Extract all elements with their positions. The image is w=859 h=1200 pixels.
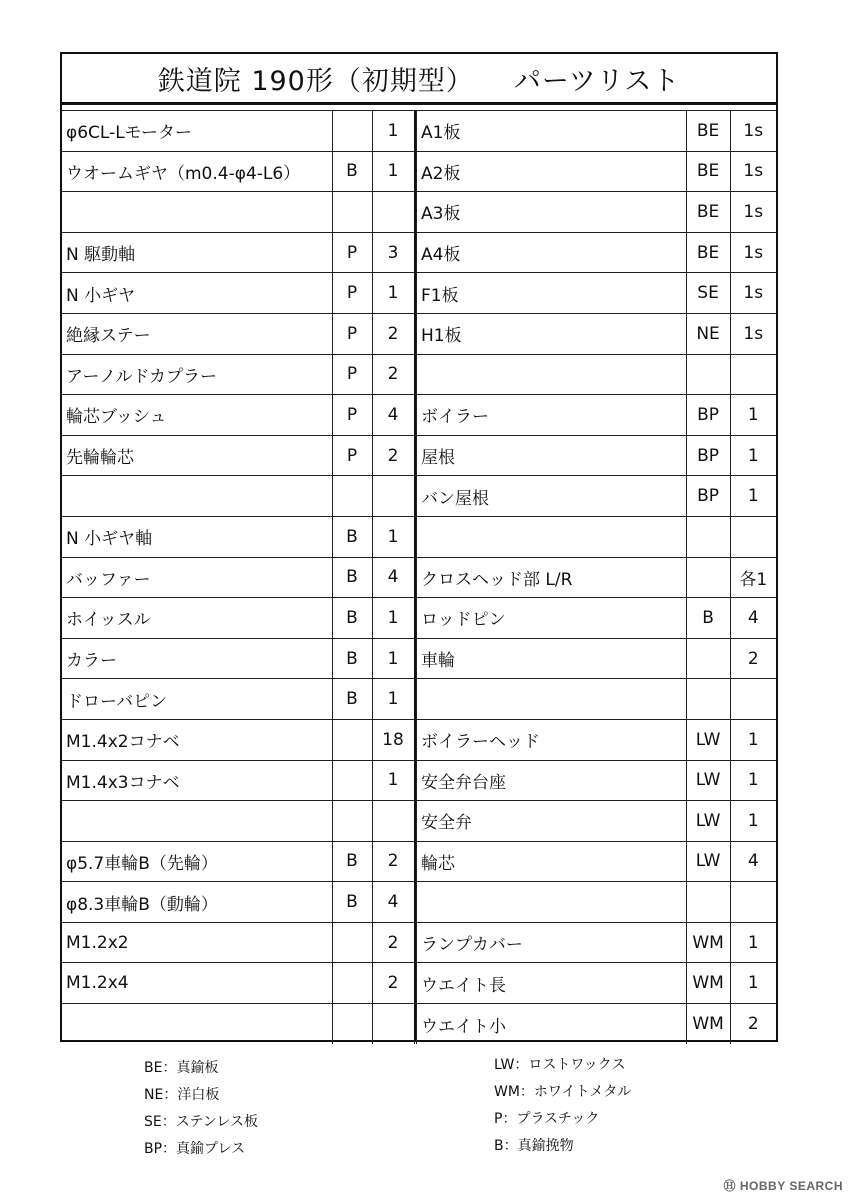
part-name-cell: ウオームギヤ（m0.4-φ4-L6） [62,151,332,192]
table-row [62,679,414,720]
material-cell: P [332,354,372,395]
table-row [62,1004,414,1045]
part-name-cell: ボイラーヘッド [417,719,687,760]
table-row [62,841,414,882]
table-row [417,922,777,963]
legend-item: B：真鍮挽物 [494,1138,574,1154]
material-cell: BE [686,192,730,233]
material-cell [686,354,730,395]
material-cell: WM [686,1004,730,1045]
table-row [62,922,414,963]
table-row [62,638,414,679]
quantity-cell: 1 [730,801,776,842]
part-name-cell: N 駆動軸 [62,232,332,273]
quantity-cell: 4 [372,882,414,923]
table-row [417,638,777,679]
part-name-cell: φ6CL-Lモーター [62,111,332,152]
quantity-cell: 4 [730,841,776,882]
material-cell: B [332,598,372,639]
quantity-cell: 1 [372,273,414,314]
material-cell: WM [686,922,730,963]
quantity-cell: 1s [730,313,776,354]
parts-table-right-body [417,111,777,1045]
table-row [417,395,777,436]
part-name-cell: ウエイト長 [417,963,687,1004]
quantity-cell [730,882,776,923]
quantity-cell: 1 [372,638,414,679]
material-cell: B [686,598,730,639]
part-name-cell: 安全弁台座 [417,760,687,801]
quantity-cell [372,1004,414,1045]
table-row [417,719,777,760]
table-row [62,801,414,842]
table-row [62,598,414,639]
part-name-cell: ホイッスル [62,598,332,639]
part-name-cell: N 小ギヤ軸 [62,516,332,557]
material-cell [332,192,372,233]
table-row [417,192,777,233]
material-cell: B [332,882,372,923]
quantity-cell: 2 [730,638,776,679]
table-row [62,435,414,476]
table-row [62,313,414,354]
table-row [417,679,777,720]
part-name-cell: M1.2x2 [62,922,332,963]
material-cell [686,516,730,557]
part-name-cell: アーノルドカプラー [62,354,332,395]
table-row [62,111,414,152]
quantity-cell: 2 [372,922,414,963]
quantity-cell: 1 [730,719,776,760]
table-row [417,111,777,152]
table-row [417,841,777,882]
table-row [417,232,777,273]
quantity-cell: 4 [372,557,414,598]
part-name-cell: 車輪 [417,638,687,679]
watermark-logo: Ⓗ HOBBY SEARCH [723,1179,843,1193]
part-name-cell [417,354,687,395]
part-name-cell: φ5.7車輪B（先輪） [62,841,332,882]
material-cell: SE [686,273,730,314]
part-name-cell: ロッドピン [417,598,687,639]
table-row [417,516,777,557]
quantity-cell: 2 [372,313,414,354]
material-cell: LW [686,801,730,842]
table-row [62,192,414,233]
table-row [62,760,414,801]
material-cell: B [332,679,372,720]
table-row [417,963,777,1004]
quantity-cell [372,801,414,842]
parts-table-left-body [62,111,414,1045]
quantity-cell: 1 [730,760,776,801]
part-name-cell: 輪芯 [417,841,687,882]
quantity-cell: 2 [372,354,414,395]
part-name-cell: クロスヘッド部 L/R [417,557,687,598]
material-cell: LW [686,841,730,882]
legend-item: BP：真鍮プレス [144,1141,246,1157]
part-name-cell [62,1004,332,1045]
part-name-cell: φ8.3車輪B（動輪） [62,882,332,923]
material-cell: B [332,638,372,679]
part-name-cell: バン屋根 [417,476,687,517]
part-name-cell [417,679,687,720]
part-name-cell [417,882,687,923]
table-row [62,557,414,598]
part-name-cell: M1.2x4 [62,963,332,1004]
table-row [417,1004,777,1045]
quantity-cell: 1 [372,598,414,639]
part-name-cell: ボイラー [417,395,687,436]
table-row [62,151,414,192]
table-row [417,557,777,598]
material-cell [332,1004,372,1045]
table-row [62,516,414,557]
quantity-cell: 1 [372,151,414,192]
part-name-cell: A1板 [417,111,687,152]
quantity-cell: 1 [372,760,414,801]
part-name-cell [62,476,332,517]
material-cell: BE [686,111,730,152]
material-cell [332,922,372,963]
table-row [62,882,414,923]
table-row [417,598,777,639]
table-row [417,435,777,476]
table-row [417,151,777,192]
table-row [417,476,777,517]
quantity-cell: 18 [372,719,414,760]
table-row [417,313,777,354]
part-name-cell: バッファー [62,557,332,598]
quantity-cell: 各1 [730,557,776,598]
material-cell [332,963,372,1004]
table-row [62,273,414,314]
material-cell: BP [686,476,730,517]
material-cell [332,719,372,760]
page-subtitle: パーツリスト [513,65,681,97]
table-row [62,719,414,760]
quantity-cell [730,354,776,395]
part-name-cell: N 小ギヤ [62,273,332,314]
quantity-cell: 4 [730,598,776,639]
part-name-cell [62,192,332,233]
material-cell: WM [686,963,730,1004]
title-bar [62,54,776,104]
part-name-cell: カラー [62,638,332,679]
material-cell [332,476,372,517]
material-cell: P [332,395,372,436]
material-cell: BE [686,232,730,273]
table-row [62,395,414,436]
part-name-cell: 輪芯ブッシュ [62,395,332,436]
quantity-cell: 1 [730,395,776,436]
legend-item: SE：ステンレス板 [144,1114,258,1130]
part-name-cell: ウエイト小 [417,1004,687,1045]
quantity-cell: 3 [372,232,414,273]
part-name-cell: A2板 [417,151,687,192]
quantity-cell: 2 [372,841,414,882]
part-name-cell: 屋根 [417,435,687,476]
legend-item: LW：ロストワックス [494,1057,626,1073]
table-row [417,273,777,314]
material-cell [686,882,730,923]
quantity-cell: 1 [730,963,776,1004]
title-rule [62,104,776,105]
quantity-cell [730,679,776,720]
quantity-cell: 1s [730,151,776,192]
parts-list-sheet [60,52,778,1042]
material-cell: B [332,516,372,557]
material-legend [0,1052,859,1162]
legend-item: WM：ホワイトメタル [494,1084,632,1100]
material-cell: LW [686,760,730,801]
material-cell [686,679,730,720]
material-cell: B [332,557,372,598]
part-name-cell: M1.4x3コナベ [62,760,332,801]
quantity-cell: 1 [730,476,776,517]
quantity-cell: 1s [730,273,776,314]
parts-table-left [62,110,415,1044]
quantity-cell: 1 [372,516,414,557]
part-name-cell: ランプカバー [417,922,687,963]
part-name-cell: H1板 [417,313,687,354]
material-cell [332,111,372,152]
material-cell: NE [686,313,730,354]
quantity-cell: 2 [730,1004,776,1045]
quantity-cell: 2 [372,435,414,476]
table-row [417,882,777,923]
quantity-cell [372,476,414,517]
part-name-cell: ドローバピン [62,679,332,720]
table-row [62,232,414,273]
table-row [417,801,777,842]
part-name-cell: M1.4x2コナベ [62,719,332,760]
parts-table-right [416,110,776,1044]
table-row [62,963,414,1004]
part-name-cell: 安全弁 [417,801,687,842]
quantity-cell: 1s [730,232,776,273]
quantity-cell: 1 [730,922,776,963]
quantity-cell: 1s [730,192,776,233]
material-cell: P [332,435,372,476]
material-cell: B [332,151,372,192]
quantity-cell: 1 [372,111,414,152]
quantity-cell: 4 [372,395,414,436]
material-cell [332,760,372,801]
legend-item: NE：洋白板 [144,1087,220,1103]
table-row [417,354,777,395]
material-cell: P [332,232,372,273]
part-name-cell [62,801,332,842]
material-cell: B [332,841,372,882]
legend-item: BE：真鍮板 [144,1060,219,1076]
quantity-cell: 2 [372,963,414,1004]
table-row [62,476,414,517]
part-name-cell: A4板 [417,232,687,273]
part-name-cell [417,516,687,557]
part-name-cell: 先輪輪芯 [62,435,332,476]
table-row [62,354,414,395]
quantity-cell [730,516,776,557]
material-cell: BP [686,435,730,476]
material-cell [686,638,730,679]
material-cell [686,557,730,598]
material-cell: LW [686,719,730,760]
material-cell: BP [686,395,730,436]
material-cell: P [332,273,372,314]
quantity-cell [372,192,414,233]
material-cell: P [332,313,372,354]
material-cell: BE [686,151,730,192]
legend-item: P：プラスチック [494,1111,600,1127]
quantity-cell: 1s [730,111,776,152]
part-name-cell: A3板 [417,192,687,233]
quantity-cell: 1 [730,435,776,476]
page-title: 鉄道院 190形（初期型） [157,65,474,97]
part-name-cell: 絶縁ステー [62,313,332,354]
table-row [417,760,777,801]
part-name-cell: F1板 [417,273,687,314]
material-cell [332,801,372,842]
quantity-cell: 1 [372,679,414,720]
